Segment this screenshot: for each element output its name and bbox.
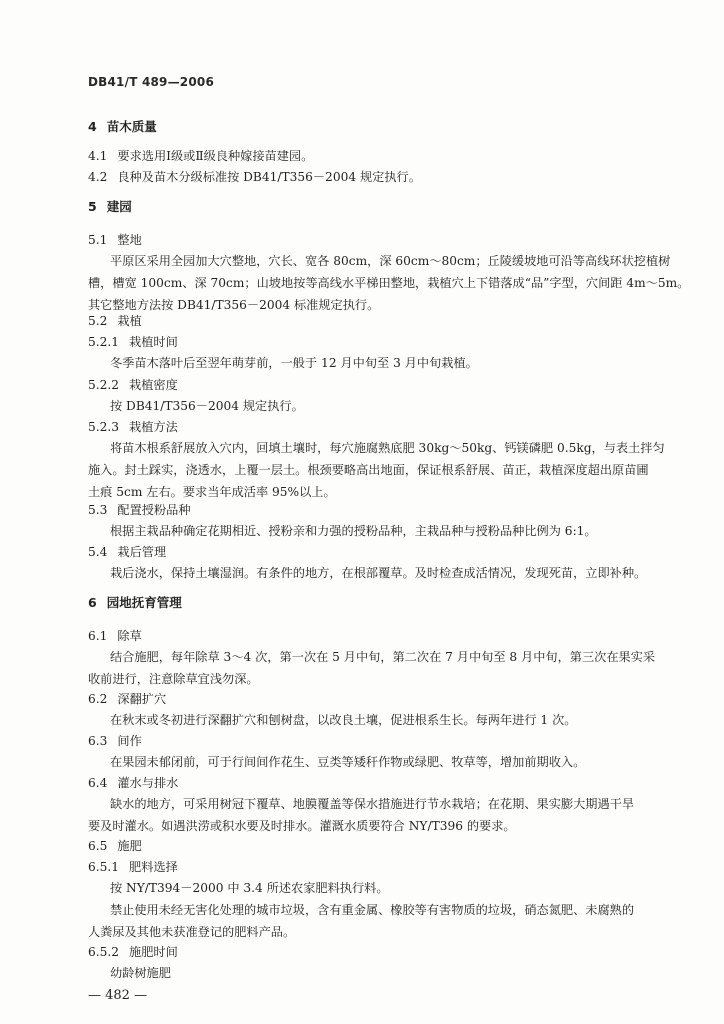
clause-5-3-heading: 5.3 配置授粉品种 — [88, 503, 191, 517]
clause-6-2-heading: 6.2 深翻扩穴 — [88, 692, 167, 706]
clause-6-5-2-heading: 6.5.2 施肥时间 — [88, 945, 178, 959]
clause-5-4-heading: 5.4 栽后管理 — [88, 545, 167, 559]
clause-6-4-body: 缺水的地方，可采用树冠下覆草、地膜覆盖等保水措施进行节水栽培；在花期、果实膨大期遇干旱 要及时灌水。如遇洪涝或积水要及时排水。灌溉水质要符合 NY/T396 的要求。 — [88, 797, 635, 833]
clause-5-2-3-heading: 5.2.3 栽植方法 — [88, 420, 178, 434]
clause-5-3-body: 根据主栽品种确定花期相近、授粉亲和力强的授粉品种，主栽品种与授粉品种比例为 6:1。 — [110, 524, 597, 538]
clause-5-2-2-heading: 5.2.2 栽植密度 — [88, 378, 178, 392]
clause-6-2-body: 在秋末或冬初进行深翻扩穴和刨树盘，以改良土壤，促进根系生长。每两年进行 1 次。 — [110, 713, 577, 727]
clause-5-1-heading: 5.1 整地 — [88, 233, 142, 247]
section-heading-6: 6 园地抚育管理 — [88, 595, 182, 610]
section-heading-5: 5 建园 — [88, 199, 132, 214]
clause-5-1-body: 平原区采用全园加大穴整地，穴长、宽各 80cm，深 60cm～80cm；丘陵缓坡地可沿等高线环状挖植树 槽，槽宽 100cm、深 70cm；山坡地按等高线水平梯田整地，栽植穴上下错落成“品”字型，穴间距 4m～5m。 其它整地方法按 DB41/T356－2004 标准规定执行。 — [88, 254, 690, 312]
clause-5-4-body: 栽后浇水，保持土壤湿润。有条件的地方，在根部覆草。及时检查成活情况，发现死苗，立即补种。 — [110, 566, 647, 580]
clause-5-2-1-heading: 5.2.1 栽植时间 — [88, 335, 178, 349]
clause-4-1: 4.1 要求选用Ⅰ级或Ⅱ级良种嫁接苗建园。 — [88, 149, 314, 163]
page-number: — 482 — — [88, 988, 148, 1003]
clause-6-1-body: 结合施肥，每年除草 3～4 次，第一次在 5 月中旬，第二次在 7 月中旬至 8 月中旬，第三次在果实采 收前进行，注意除草宜浅勿深。 — [88, 650, 656, 686]
clause-6-1-heading: 6.1 除草 — [88, 629, 142, 643]
clause-5-2-heading: 5.2 栽植 — [88, 314, 142, 328]
clause-6-5-1-body: 按 NY/T394－2000 中 3.4 所述农家肥料执行料。 禁止使用未经无害化处理的城市垃圾，含有重金属、橡胶等有害物质的垃圾，硝态氮肥、未腐熟的 人粪尿及其他未获准登记的肥料产品。 — [88, 881, 635, 939]
clause-6-5-1-heading: 6.5.1 肥料选择 — [88, 860, 178, 874]
clause-6-3-body: 在果园未郁闭前，可于行间间作花生、豆类等矮秆作物或绿肥、牧草等，增加前期收入。 — [110, 755, 586, 769]
clause-6-4-heading: 6.4 灌水与排水 — [88, 776, 179, 790]
document-code-header: DB41/T 489—2006 — [88, 75, 214, 89]
clause-5-2-1-body: 冬季苗木落叶后至翌年萌芽前，一般于 12 月中旬至 3 月中旬栽植。 — [110, 356, 478, 370]
clause-4-2: 4.2 良种及苗木分级标准按 DB41/T356－2004 规定执行。 — [88, 170, 421, 184]
clause-5-2-3-body: 将苗木根系舒展放入穴内，回填土壤时，每穴施腐熟底肥 30kg～50kg、钙镁磷肥 0.5kg，与表土拌匀 施入。封土踩实，浇透水，上覆一层土。根颈要略高出地面，保证根系舒展、苗正，栽植深度超出原苗圃 土痕 5cm 左右。要求当年成活率 95%以上。 — [88, 441, 665, 499]
clause-6-3-heading: 6.3 间作 — [88, 734, 142, 748]
clause-5-2-2-body: 按 DB41/T356－2004 规定执行。 — [110, 399, 304, 413]
clause-6-5-heading: 6.5 施肥 — [88, 839, 142, 853]
section-heading-4: 4 苗木质量 — [88, 119, 157, 134]
clause-6-5-2-body: 幼龄树施肥 — [110, 966, 171, 980]
